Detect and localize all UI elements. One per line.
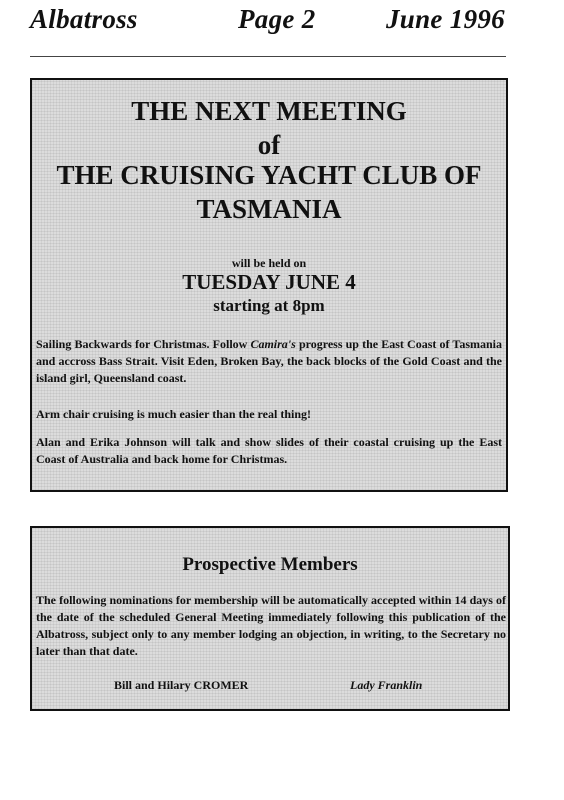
page-header <box>30 4 510 38</box>
nominee-name: Bill and Hilary CROMER <box>114 678 249 692</box>
prospective-members-title: Prospective Members <box>182 554 358 575</box>
header-rule <box>30 56 506 57</box>
prospective-members-box <box>30 526 510 711</box>
meeting-notice-box <box>30 78 508 492</box>
meeting-paragraph-2: Arm chair cruising is much easier than the real thing! <box>36 407 311 421</box>
nominee-boat: Lady Franklin <box>350 678 423 692</box>
meeting-title-line2: of <box>257 130 281 160</box>
boat-name-camira: Camira's <box>250 337 296 351</box>
meeting-time: starting at 8pm <box>213 296 325 315</box>
held-on-label: will be held on <box>231 256 307 270</box>
prospective-members-text: The following nominations for membership will be automatically accepted within 14 days of the date of the scheduled General Meeting immediately following this publication of the Albatross, subject only to any member lodging an objection, in writing, to the Secretary no later than that date. <box>36 593 506 658</box>
page-number: Page 2 <box>238 4 316 34</box>
meeting-title-line1: THE NEXT MEETING <box>131 96 407 126</box>
meeting-date: TUESDAY JUNE 4 <box>182 270 356 294</box>
meeting-paragraph-3: Alan and Erika Johnson will talk and show slides of their coastal cruising up the East Coast of Australia and back home for Christmas. <box>36 435 502 466</box>
issue-date: June 1996 <box>386 4 505 34</box>
meeting-title-line3: THE CRUISING YACHT CLUB OF <box>56 160 482 190</box>
para1-text-start: Sailing Backwards for Christmas. Follow <box>36 337 251 351</box>
meeting-title-line4: TASMANIA <box>196 194 342 224</box>
newsletter-name: Albatross <box>30 4 138 34</box>
meeting-paragraph-1 <box>36 336 502 387</box>
para1-text-end: progress up the East Coast of Tasmania and accross Bass Strait. Visit Eden, Broken Bay, the back blocks of the Gold Coast and the island girl, Queensland coast. <box>36 337 502 385</box>
